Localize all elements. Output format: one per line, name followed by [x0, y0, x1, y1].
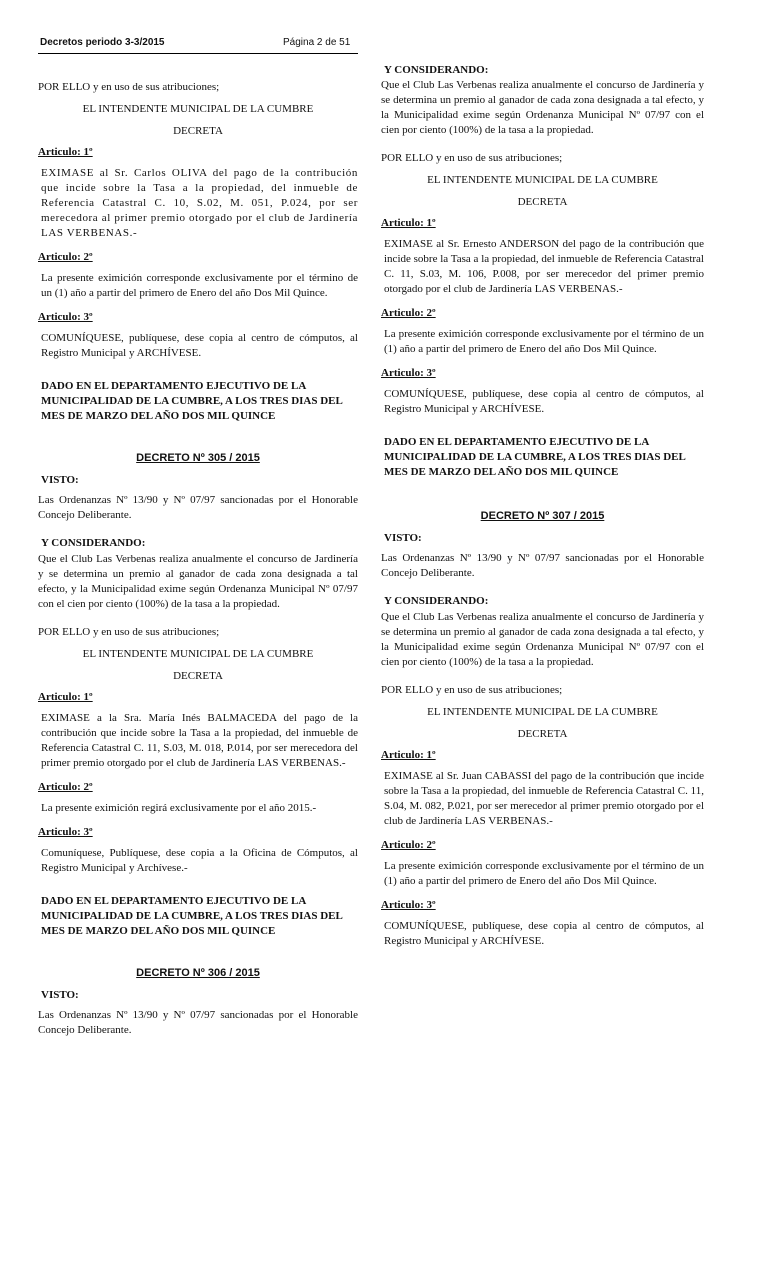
article-1-label: Articulo: 1º: [38, 691, 93, 703]
visto-heading: VISTO:: [41, 989, 79, 1001]
article-2-text: La presente eximición corresponde exclusivamente por el término de un (1) año a partir del primero de Enero del año Dos Mil Quince.: [384, 328, 704, 355]
considerando-heading: Y CONSIDERANDO:: [384, 64, 489, 76]
article-1-text: EXIMASE al Sr. Carlos OLIVA del pago de la contribución que incide sobre la Tasa a la propiedad, del inmueble de Referencia Catastral C. 10, S.02, M. 051, P.024, por ser merecedora al primer premio otorgado por el club de Jardinería LAS VERBENAS.-: [41, 167, 358, 239]
intendente-heading: EL INTENDENTE MUNICIPAL DE LA CUMBRE: [427, 706, 658, 718]
left-column: [38, 62, 358, 1038]
page-number: Página 2 de 51: [283, 37, 351, 48]
article-3-text: COMUNÍQUESE, publíquese, dese copia al centro de cómputos, al Registro Municipal y ARCHÍVESE.: [41, 332, 358, 359]
dado-en-text: DADO EN EL DEPARTAMENTO EJECUTIVO DE LA MUNICIPALIDAD DE LA CUMBRE, A LOS TRES DIAS DEL MES DE MARZO DEL AÑO DOS MIL QUINCE: [41, 380, 343, 422]
intendente-heading: EL INTENDENTE MUNICIPAL DE LA CUMBRE: [82, 648, 314, 660]
article-1-label: Articulo: 1º: [381, 749, 436, 761]
article-2-label: Articulo: 2º: [38, 781, 93, 793]
decreto-307-title: DECRETO Nº 307 / 2015: [480, 510, 605, 522]
decreta-heading: DECRETA: [517, 196, 568, 208]
visto-text: Las Ordenanzas Nº 13/90 y Nº 07/97 sancionadas por el Honorable Concejo Deliberante.: [381, 552, 704, 579]
considerando-text: Que el Club Las Verbenas realiza anualmente el concurso de Jardinería y se determina un premio al ganador de cada zona designada a tal efecto, y la Municipalidad exime según Ordenanza Municipal Nº 07/97 con el cien por ciento (100%) de la tasa a la propiedad.: [381, 79, 704, 136]
decreta-heading: DECRETA: [517, 728, 568, 740]
por-ello-text: POR ELLO y en uso de sus atribuciones;: [38, 626, 220, 638]
decreta-heading: DECRETA: [173, 125, 223, 137]
intendente-heading: EL INTENDENTE MUNICIPAL DE LA CUMBRE: [82, 103, 314, 115]
visto-heading: VISTO:: [384, 532, 422, 544]
article-2-text: La presente eximición regirá exclusivamente por el año 2015.-: [41, 802, 317, 814]
article-2-text: La presente eximición corresponde exclusivamente por el término de un (1) año a partir del primero de Enero del año Dos Mil Quince.: [384, 860, 704, 887]
article-1-text: EXIMASE a la Sra. María Inés BALMACEDA del pago de la contribución que incide sobre la Tasa a la propiedad, del inmueble de Referencia Catastral C. 11, S.03, M. 018, P.014, por ser merecedora del primer premio otorgado por el club de Jardinería LAS VERBENAS.-: [41, 712, 358, 769]
page-header: [38, 33, 358, 54]
right-column: [381, 64, 704, 949]
decreta-heading: DECRETA: [173, 670, 223, 682]
considerando-text: Que el Club Las Verbenas realiza anualmente el concurso de Jardinería y se determina un premio al ganador de cada zona designada a tal efecto, y la Municipalidad exime según Ordenanza Municipal Nº 07/97 con el cien por ciento (100%) de la tasa a la propiedad.: [381, 611, 704, 668]
por-ello-text: POR ELLO y en uso de sus atribuciones;: [38, 81, 220, 93]
article-2-label: Articulo: 2º: [381, 839, 436, 851]
article-2-label: Articulo: 2º: [38, 251, 93, 263]
article-1-text: EXIMASE al Sr. Ernesto ANDERSON del pago de la contribución que incide sobre la Tasa a la propiedad, del inmueble de Referencia Catastral C. 11, S.03, M. 106, P.008, por ser merecedor del primer premio otorgado por el club de Jardinería LAS VERBENAS.-: [384, 238, 704, 295]
article-3-text: COMUNÍQUESE, publíquese, dese copia al centro de cómputos, al Registro Municipal y ARCHÍVESE.: [384, 388, 704, 415]
dado-en-text: DADO EN EL DEPARTAMENTO EJECUTIVO DE LA MUNICIPALIDAD DE LA CUMBRE, A LOS TRES DIAS DEL MES DE MARZO DEL AÑO DOS MIL QUINCE: [384, 436, 686, 478]
article-1-text: EXIMASE al Sr. Juan CABASSI del pago de la contribución que incide sobre la Tasa a la propiedad, del inmueble de Referencia Catastral C. 11, S.04, M. 082, P.021, por ser merecedor al primer premio otorgado por el club de Jardinería LAS VERBENAS.-: [384, 770, 704, 827]
visto-text: Las Ordenanzas Nº 13/90 y Nº 07/97 sancionadas por el Honorable Concejo Deliberante.: [38, 1009, 358, 1036]
considerando-heading: Y CONSIDERANDO:: [384, 595, 489, 607]
article-3-label: Articulo: 3º: [38, 311, 93, 323]
article-2-text: La presente eximición corresponde exclusivamente por el término de un (1) año a partir del primero de Enero del año Dos Mil Quince.: [41, 272, 358, 299]
considerando-text: Que el Club Las Verbenas realiza anualmente el concurso de Jardinería y se determina un premio al ganador de cada zona designada a tal efecto, y la Municipalidad exime según Ordenanza Municipal Nº 07/97 con el cien por ciento (100%) de la tasa a la propiedad.: [38, 553, 358, 610]
article-1-label: Articulo: 1º: [381, 217, 436, 229]
article-1-label: Articulo: 1º: [38, 146, 93, 158]
decreto-305-title: DECRETO Nº 305 / 2015: [136, 452, 260, 464]
document-title: Decretos periodo 3-3/2015: [40, 37, 165, 48]
article-3-text: COMUNÍQUESE, publíquese, dese copia al centro de cómputos, al Registro Municipal y ARCHÍVESE.: [384, 920, 704, 947]
article-3-label: Articulo: 3º: [381, 367, 436, 379]
decreto-306-title: DECRETO Nº 306 / 2015: [136, 967, 260, 979]
visto-text: Las Ordenanzas Nº 13/90 y Nº 07/97 sancionadas por el Honorable Concejo Deliberante.: [38, 494, 358, 521]
dado-en-text: DADO EN EL DEPARTAMENTO EJECUTIVO DE LA MUNICIPALIDAD DE LA CUMBRE, A LOS TRES DIAS DEL MES DE MARZO DEL AÑO DOS MIL QUINCE: [41, 895, 343, 937]
article-3-label: Articulo: 3º: [38, 826, 93, 838]
article-2-label: Articulo: 2º: [381, 307, 436, 319]
por-ello-text: POR ELLO y en uso de sus atribuciones;: [381, 684, 563, 696]
article-3-text: Comuníquese, Publíquese, dese copia a la Oficina de Cómputos, al Registro Municipal y Archívese.-: [41, 847, 358, 874]
por-ello-text: POR ELLO y en uso de sus atribuciones;: [381, 152, 563, 164]
visto-heading: VISTO:: [41, 474, 79, 486]
considerando-heading: Y CONSIDERANDO:: [41, 537, 146, 549]
article-3-label: Articulo: 3º: [381, 899, 436, 911]
intendente-heading: EL INTENDENTE MUNICIPAL DE LA CUMBRE: [427, 174, 658, 186]
